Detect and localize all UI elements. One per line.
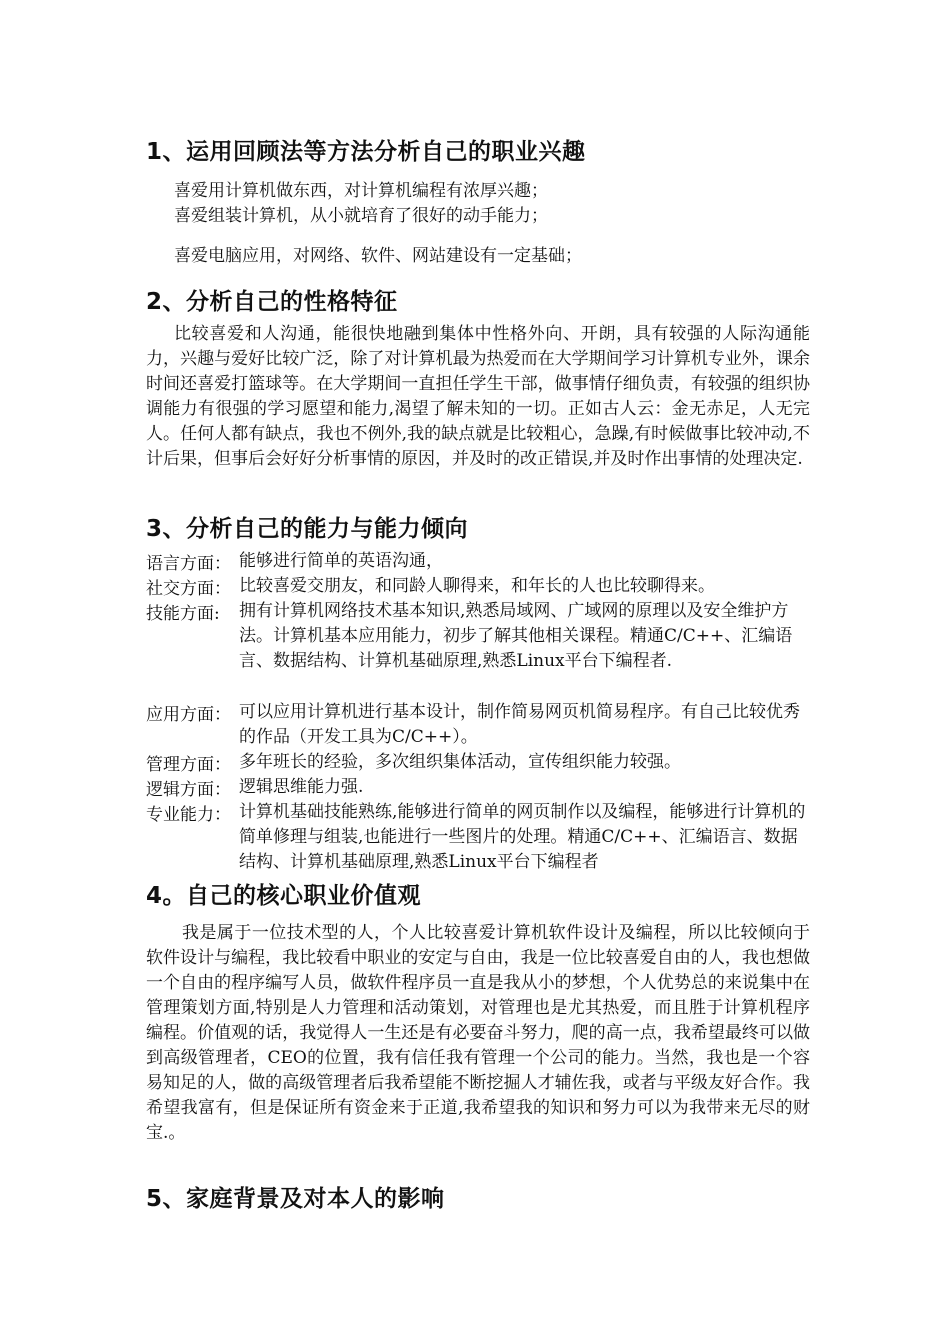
section-heading-5: 5、家庭背景及对本人的影响 — [146, 1186, 445, 1212]
ability-text-application: 可以应用计算机进行基本设计，制作简易网页机简易程序。有自己比较优秀的作品（开发工具为C/C++）。 — [239, 702, 800, 747]
personality-paragraph: 比较喜爱和人沟通，能很快地融到集体中性格外向、开朗，具有较强的人际沟通能力，兴趣与爱好比较广泛，除了对计算机最为热爱而在大学期间学习计算机专业外，课余时间还喜爱打篮球等。在大学期间一直担任学生干部，做事情仔细负责，有较强的组织协调能力有很强的学习愿望和能力,渴望了解未知的一切。正如古人云：金无赤足，人无完人。任何人都有缺点，我也不例外,我的缺点就是比较粗心，急躁,有时候做事比较冲动,不计后果，但事后会好好分析事情的原因，并及时的改正错误,并及时作出事情的处理决定. — [146, 324, 810, 469]
section-heading-1: 1、运用回顾法等方法分析自己的职业兴趣 — [146, 139, 586, 165]
ability-label-management: 管理方面： — [146, 755, 231, 775]
ability-label-language: 语言方面： — [146, 554, 231, 574]
ability-label-skills: 技能方面: — [146, 604, 220, 624]
section-heading-2: 2、分析自己的性格特征 — [146, 289, 398, 315]
interest-line-2: 喜爱组装计算机，从小就培育了很好的动手能力； — [174, 206, 548, 226]
ability-label-social: 社交方面： — [146, 579, 231, 599]
interest-line-3: 喜爱电脑应用，对网络、软件、网站建设有一定基础； — [174, 246, 582, 266]
values-paragraph: 我是属于一位技术型的人，个人比较喜爱计算机软件设计及编程，所以比较倾向于软件设计与编程，我比较看中职业的安定与自由，我是一位比较喜爱自由的人，我也想做一个自由的程序编写人员，做软件程序员一直是我从小的梦想，个人优势总的来说集中在管理策划方面,特别是人力管理和活动策划，对管理也是尤其热爱，而且胜于计算机程序编程。价值观的话，我觉得人一生还是有必要奋斗努力，爬的高一点，我希望最终可以做到高级管理者，CEO的位置，我有信任我有管理一个公司的能力。当然，我也是一个容易知足的人，做的高级管理者后我希望能不断挖掘人才辅佐我，或者与平级友好合作。我希望我富有，但是保证所有资金来于正道,我希望我的知识和努力可以为我带来无尽的财宝.。 — [146, 923, 810, 1143]
section-heading-3: 3、分析自己的能力与能力倾向 — [146, 516, 469, 542]
ability-text-skills: 拥有计算机网络技术基本知识,熟悉局域网、广域网的原理以及安全维护方法。计算机基本应用能力，初步了解其他相关课程。精通C/C++、汇编语言、数据结构、计算机基础原理,熟悉Linux平台下编程者. — [239, 601, 793, 671]
ability-text-language: 能够进行简单的英语沟通， — [239, 551, 443, 571]
ability-text-management: 多年班长的经验，多次组织集体活动，宣传组织能力较强。 — [239, 752, 681, 772]
ability-text-social: 比较喜爱交朋友，和同龄人聊得来，和年长的人也比较聊得来。 — [239, 576, 715, 596]
ability-text-logic: 逻辑思维能力强. — [239, 777, 364, 797]
ability-label-logic: 逻辑方面： — [146, 780, 231, 800]
interest-line-1: 喜爱用计算机做东西，对计算机编程有浓厚兴趣； — [174, 181, 548, 201]
ability-label-application: 应用方面： — [146, 705, 231, 725]
section-heading-4: 4。自己的核心职业价值观 — [146, 883, 422, 909]
ability-text-professional: 计算机基础技能熟练,能够进行简单的网页制作以及编程，能够进行计算机的简单修理与组装,也能进行一些图片的处理。精通C/C++、汇编语言、数据结构、计算机基础原理,熟悉Linux平台下编程者 — [239, 802, 806, 872]
ability-label-professional: 专业能力： — [146, 805, 231, 825]
